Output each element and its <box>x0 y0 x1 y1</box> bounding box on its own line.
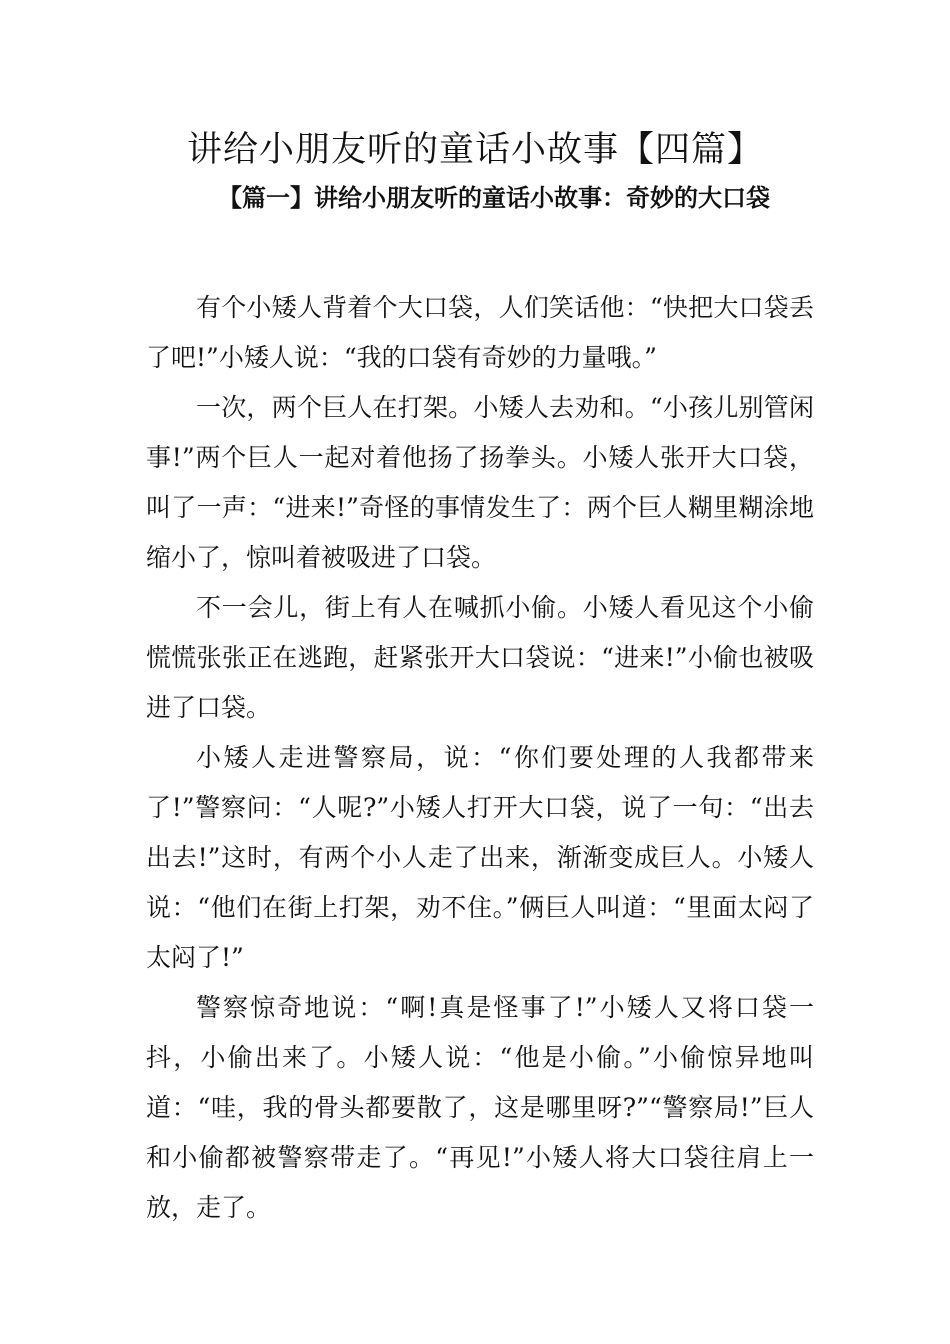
page-title: 讲给小朋友听的童话小故事【四篇】 <box>186 130 763 170</box>
story-body <box>146 283 814 1233</box>
story-paragraph: 不一会儿，街上有人在喊抓小偷。小矮人看见这个小偷慌慌张张正在逃跑，赶紧张开大口袋说：“进来!”小偷也被吸进了口袋。 <box>146 593 814 722</box>
section-heading: 【篇一】讲给小朋友听的童话小故事：奇妙的大口袋 <box>218 183 770 212</box>
story-paragraph: 警察惊奇地说：“啊!真是怪事了!”小矮人又将口袋一抖，小偷出来了。小矮人说：“他是小偷。”小偷惊异地叫道：“哇，我的骨头都要散了，这是哪里呀?”“警察局!”巨人和小偷都被警察带走了。“再见!”小矮人将大口袋往肩上一放，走了。 <box>146 993 814 1222</box>
story-paragraph: 小矮人走进警察局，说：“你们要处理的人我都带来了!”警察问：“人呢?”小矮人打开大口袋，说了一句：“出去出去!”这时，有两个小人走了出来，渐渐变成巨人。小矮人说：“他们在街上打架，劝不住。”俩巨人叫道：“里面太闷了太闷了!” <box>146 743 814 972</box>
story-paragraph: 一次，两个巨人在打架。小矮人去劝和。“小孩儿别管闲事!”两个巨人一起对着他扬了扬拳头。小矮人张开大口袋，叫了一声：“进来!”奇怪的事情发生了：两个巨人糊里糊涂地缩小了，惊叫着被吸进了口袋。 <box>146 393 814 572</box>
story-paragraph: 有个小矮人背着个大口袋，人们笑话他：“快把大口袋丢了吧!”小矮人说：“我的口袋有奇妙的力量哦。” <box>146 293 814 372</box>
